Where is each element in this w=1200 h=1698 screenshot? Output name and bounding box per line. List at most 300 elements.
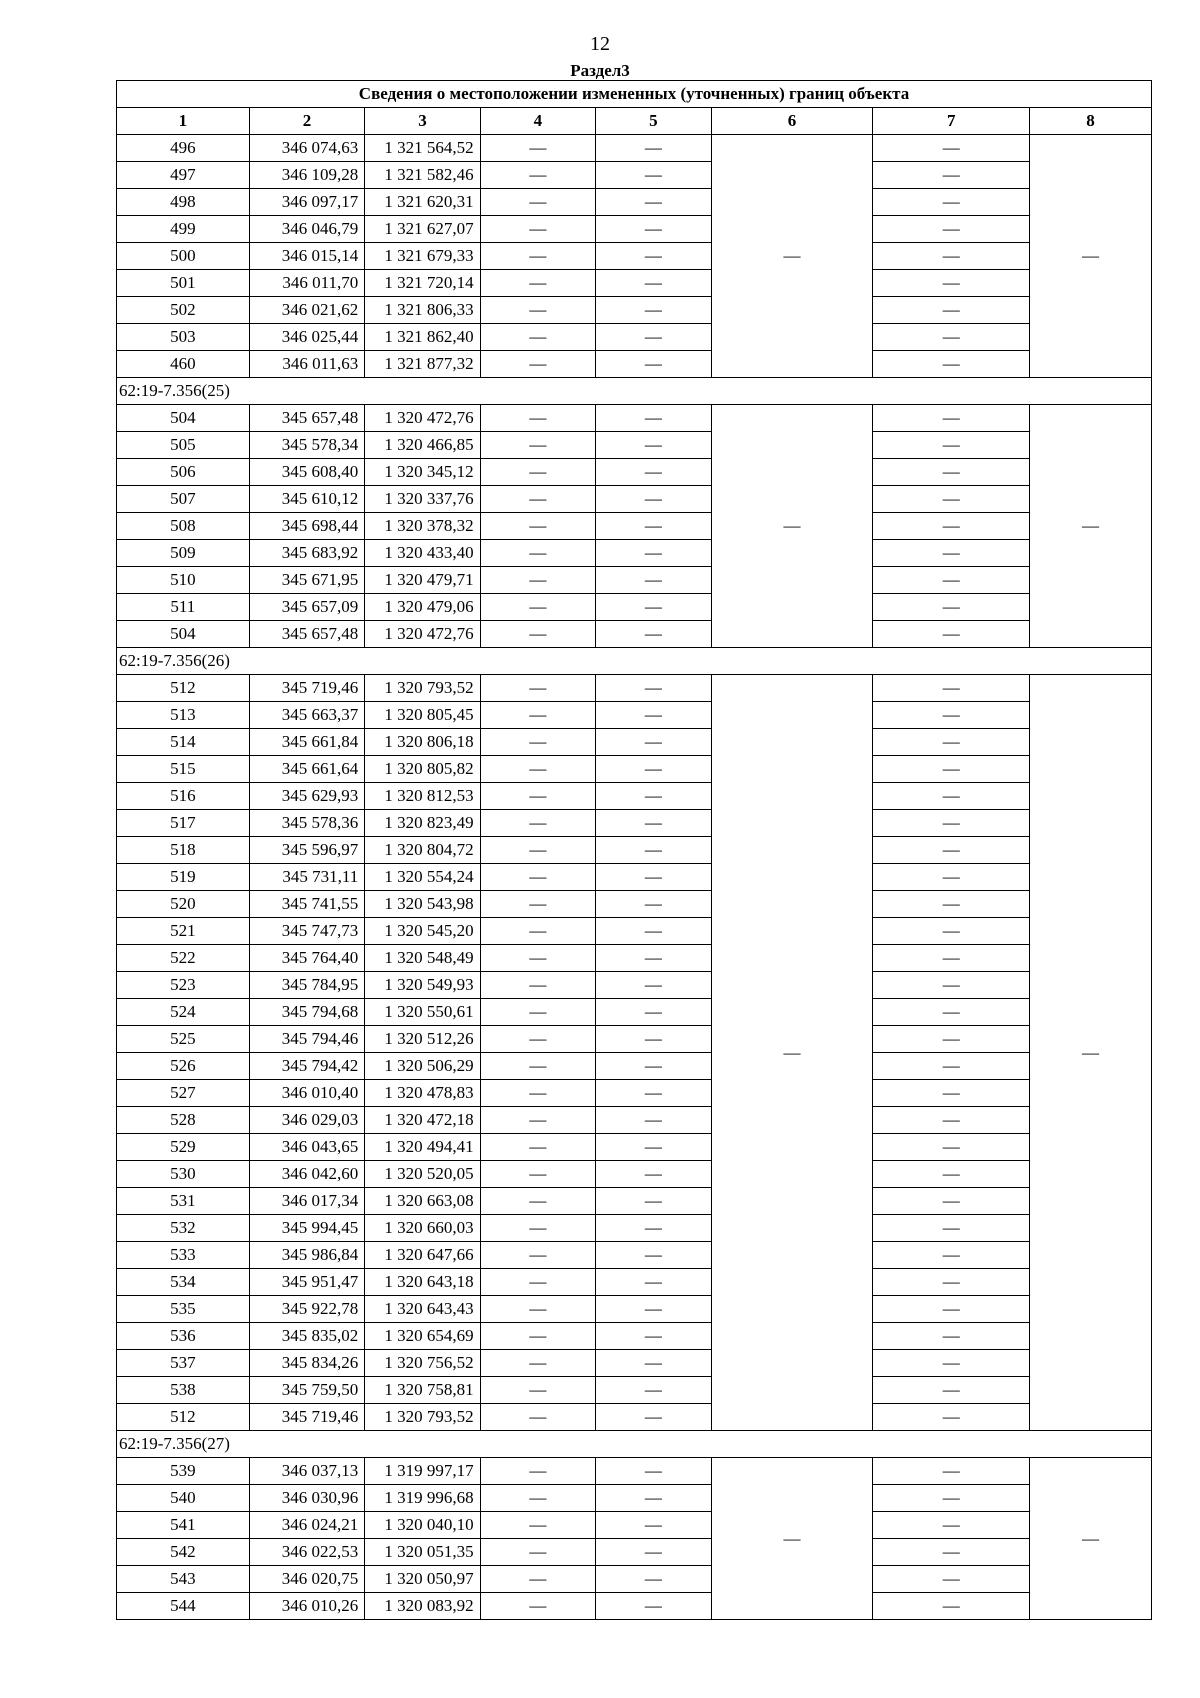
col7-cell: — (873, 486, 1029, 513)
table-row (117, 189, 1152, 216)
x-coordinate-cell: 346 037,13 (249, 1458, 364, 1485)
y-coordinate-cell: 1 320 793,52 (365, 1404, 480, 1431)
x-coordinate-cell: 346 046,79 (249, 216, 364, 243)
point-number-cell: 525 (117, 1026, 250, 1053)
point-number-cell: 523 (117, 972, 250, 999)
table-row (117, 351, 1152, 378)
col5-cell: — (596, 702, 711, 729)
point-number-cell: 538 (117, 1377, 250, 1404)
point-number-cell: 501 (117, 270, 250, 297)
x-coordinate-cell: 345 698,44 (249, 513, 364, 540)
y-coordinate-cell: 1 320 040,10 (365, 1512, 480, 1539)
table-row (117, 810, 1152, 837)
col5-cell: — (596, 756, 711, 783)
point-number-cell: 541 (117, 1512, 250, 1539)
col4-cell: — (480, 1296, 595, 1323)
table-row (117, 162, 1152, 189)
col8-merged-cell: — (1029, 135, 1151, 378)
col5-cell: — (596, 972, 711, 999)
col4-cell: — (480, 1053, 595, 1080)
x-coordinate-cell: 345 922,78 (249, 1296, 364, 1323)
col7-cell: — (873, 1026, 1029, 1053)
y-coordinate-cell: 1 320 756,52 (365, 1350, 480, 1377)
table-row (117, 243, 1152, 270)
point-number-cell: 514 (117, 729, 250, 756)
col4-cell: — (480, 1593, 595, 1620)
x-coordinate-cell: 346 024,21 (249, 1512, 364, 1539)
col5-cell: — (596, 1026, 711, 1053)
page-number: 12 (590, 33, 610, 55)
point-number-cell: 507 (117, 486, 250, 513)
col6-merged-cell: — (711, 675, 873, 1431)
col4-cell: — (480, 1566, 595, 1593)
column-header-8: 8 (1029, 108, 1151, 135)
col5-cell: — (596, 945, 711, 972)
x-coordinate-cell: 345 794,68 (249, 999, 364, 1026)
table-row (117, 945, 1152, 972)
table-row (117, 513, 1152, 540)
col4-cell: — (480, 540, 595, 567)
y-coordinate-cell: 1 320 647,66 (365, 1242, 480, 1269)
x-coordinate-cell: 345 747,73 (249, 918, 364, 945)
table-row (117, 1593, 1152, 1620)
point-number-cell: 499 (117, 216, 250, 243)
point-number-cell: 509 (117, 540, 250, 567)
x-coordinate-cell: 345 994,45 (249, 1215, 364, 1242)
col7-cell: — (873, 243, 1029, 270)
x-coordinate-cell: 345 835,02 (249, 1323, 364, 1350)
col7-cell: — (873, 729, 1029, 756)
x-coordinate-cell: 345 629,93 (249, 783, 364, 810)
point-number-cell: 502 (117, 297, 250, 324)
point-number-cell: 519 (117, 864, 250, 891)
table-row (117, 216, 1152, 243)
x-coordinate-cell: 345 661,84 (249, 729, 364, 756)
table-caption-row (117, 81, 1152, 108)
col4-cell: — (480, 1215, 595, 1242)
col4-cell: — (480, 189, 595, 216)
col7-cell: — (873, 891, 1029, 918)
table-row (117, 1404, 1152, 1431)
col5-cell: — (596, 594, 711, 621)
x-coordinate-cell: 346 011,70 (249, 270, 364, 297)
section-title: Раздел3 (570, 61, 630, 80)
col4-cell: — (480, 999, 595, 1026)
col4-cell: — (480, 1404, 595, 1431)
table-row (117, 1350, 1152, 1377)
col5-cell: — (596, 540, 711, 567)
y-coordinate-cell: 1 320 812,53 (365, 783, 480, 810)
col7-cell: — (873, 351, 1029, 378)
col7-cell: — (873, 135, 1029, 162)
point-number-cell: 520 (117, 891, 250, 918)
column-header-2: 2 (249, 108, 364, 135)
table-row (117, 1512, 1152, 1539)
col5-cell: — (596, 1323, 711, 1350)
col7-cell: — (873, 864, 1029, 891)
col4-cell: — (480, 729, 595, 756)
x-coordinate-cell: 345 596,97 (249, 837, 364, 864)
point-number-cell: 460 (117, 351, 250, 378)
point-number-cell: 498 (117, 189, 250, 216)
col6-merged-cell: — (711, 1458, 873, 1620)
point-number-cell: 530 (117, 1161, 250, 1188)
table-row (117, 1215, 1152, 1242)
col4-cell: — (480, 513, 595, 540)
col4-cell: — (480, 1026, 595, 1053)
x-coordinate-cell: 345 663,37 (249, 702, 364, 729)
point-number-cell: 503 (117, 324, 250, 351)
col4-cell: — (480, 621, 595, 648)
col5-cell: — (596, 1296, 711, 1323)
point-number-cell: 504 (117, 621, 250, 648)
table-row (117, 891, 1152, 918)
table-row (117, 1458, 1152, 1485)
table-row (117, 486, 1152, 513)
x-coordinate-cell: 346 015,14 (249, 243, 364, 270)
x-coordinate-cell: 346 043,65 (249, 1134, 364, 1161)
point-number-cell: 531 (117, 1188, 250, 1215)
table-row (117, 405, 1152, 432)
x-coordinate-cell: 346 017,34 (249, 1188, 364, 1215)
y-coordinate-cell: 1 320 554,24 (365, 864, 480, 891)
y-coordinate-cell: 1 320 804,72 (365, 837, 480, 864)
col7-cell: — (873, 297, 1029, 324)
x-coordinate-cell: 346 010,40 (249, 1080, 364, 1107)
y-coordinate-cell: 1 321 679,33 (365, 243, 480, 270)
point-number-cell: 513 (117, 702, 250, 729)
point-number-cell: 518 (117, 837, 250, 864)
x-coordinate-cell: 345 759,50 (249, 1377, 364, 1404)
col5-cell: — (596, 1242, 711, 1269)
y-coordinate-cell: 1 320 654,69 (365, 1323, 480, 1350)
col7-cell: — (873, 1377, 1029, 1404)
point-number-cell: 528 (117, 1107, 250, 1134)
x-coordinate-cell: 346 042,60 (249, 1161, 364, 1188)
table-row (117, 756, 1152, 783)
y-coordinate-cell: 1 320 512,26 (365, 1026, 480, 1053)
col4-cell: — (480, 1539, 595, 1566)
col4-cell: — (480, 594, 595, 621)
col5-cell: — (596, 1269, 711, 1296)
column-header-7: 7 (873, 108, 1029, 135)
col4-cell: — (480, 1134, 595, 1161)
col5-cell: — (596, 189, 711, 216)
col5-cell: — (596, 1134, 711, 1161)
col5-cell: — (596, 1053, 711, 1080)
y-coordinate-cell: 1 320 433,40 (365, 540, 480, 567)
table-row (117, 783, 1152, 810)
col5-cell: — (596, 351, 711, 378)
y-coordinate-cell: 1 320 378,32 (365, 513, 480, 540)
col7-cell: — (873, 783, 1029, 810)
table-body (117, 81, 1152, 1620)
table-row (117, 1053, 1152, 1080)
table-row (117, 1026, 1152, 1053)
table-row (117, 324, 1152, 351)
y-coordinate-cell: 1 319 997,17 (365, 1458, 480, 1485)
y-coordinate-cell: 1 319 996,68 (365, 1485, 480, 1512)
col7-cell: — (873, 1080, 1029, 1107)
x-coordinate-cell: 345 657,48 (249, 621, 364, 648)
table-row (117, 567, 1152, 594)
col7-cell: — (873, 999, 1029, 1026)
column-header-3: 3 (365, 108, 480, 135)
x-coordinate-cell: 346 030,96 (249, 1485, 364, 1512)
col7-cell: — (873, 594, 1029, 621)
point-number-cell: 536 (117, 1323, 250, 1350)
col7-cell: — (873, 1053, 1029, 1080)
col5-cell: — (596, 1458, 711, 1485)
col7-cell: — (873, 1215, 1029, 1242)
col5-cell: — (596, 243, 711, 270)
col4-cell: — (480, 1161, 595, 1188)
col7-cell: — (873, 1350, 1029, 1377)
y-coordinate-cell: 1 320 472,76 (365, 621, 480, 648)
section-label-row (117, 378, 1152, 405)
y-coordinate-cell: 1 320 643,18 (365, 1269, 480, 1296)
y-coordinate-cell: 1 320 337,76 (365, 486, 480, 513)
col5-cell: — (596, 864, 711, 891)
col4-cell: — (480, 1512, 595, 1539)
col5-cell: — (596, 162, 711, 189)
y-coordinate-cell: 1 321 862,40 (365, 324, 480, 351)
col5-cell: — (596, 918, 711, 945)
point-number-cell: 512 (117, 675, 250, 702)
col5-cell: — (596, 1485, 711, 1512)
table-row (117, 297, 1152, 324)
table-row (117, 135, 1152, 162)
col7-cell: — (873, 1107, 1029, 1134)
col5-cell: — (596, 567, 711, 594)
point-number-cell: 524 (117, 999, 250, 1026)
col4-cell: — (480, 972, 595, 999)
col8-merged-cell: — (1029, 1458, 1151, 1620)
x-coordinate-cell: 346 020,75 (249, 1566, 364, 1593)
col4-cell: — (480, 1107, 595, 1134)
col7-cell: — (873, 837, 1029, 864)
x-coordinate-cell: 346 097,17 (249, 189, 364, 216)
x-coordinate-cell: 345 741,55 (249, 891, 364, 918)
col4-cell: — (480, 1188, 595, 1215)
y-coordinate-cell: 1 321 620,31 (365, 189, 480, 216)
col4-cell: — (480, 918, 595, 945)
x-coordinate-cell: 345 834,26 (249, 1350, 364, 1377)
col7-cell: — (873, 1242, 1029, 1269)
point-number-cell: 506 (117, 459, 250, 486)
y-coordinate-cell: 1 321 627,07 (365, 216, 480, 243)
col7-cell: — (873, 1161, 1029, 1188)
col7-cell: — (873, 1296, 1029, 1323)
col7-cell: — (873, 540, 1029, 567)
col7-cell: — (873, 621, 1029, 648)
y-coordinate-cell: 1 320 660,03 (365, 1215, 480, 1242)
point-number-cell: 497 (117, 162, 250, 189)
x-coordinate-cell: 345 578,34 (249, 432, 364, 459)
table-row (117, 1539, 1152, 1566)
col7-cell: — (873, 1458, 1029, 1485)
col7-cell: — (873, 405, 1029, 432)
col5-cell: — (596, 891, 711, 918)
col7-cell: — (873, 756, 1029, 783)
point-number-cell: 533 (117, 1242, 250, 1269)
col4-cell: — (480, 405, 595, 432)
col5-cell: — (596, 1215, 711, 1242)
x-coordinate-cell: 345 661,64 (249, 756, 364, 783)
col7-cell: — (873, 918, 1029, 945)
col7-cell: — (873, 432, 1029, 459)
y-coordinate-cell: 1 320 805,82 (365, 756, 480, 783)
point-number-cell: 526 (117, 1053, 250, 1080)
col4-cell: — (480, 459, 595, 486)
table-row (117, 1188, 1152, 1215)
col8-merged-cell: — (1029, 675, 1151, 1431)
col5-cell: — (596, 1377, 711, 1404)
x-coordinate-cell: 345 608,40 (249, 459, 364, 486)
column-header-1: 1 (117, 108, 250, 135)
y-coordinate-cell: 1 320 823,49 (365, 810, 480, 837)
col5-cell: — (596, 459, 711, 486)
x-coordinate-cell: 346 074,63 (249, 135, 364, 162)
x-coordinate-cell: 345 671,95 (249, 567, 364, 594)
col4-cell: — (480, 675, 595, 702)
col5-cell: — (596, 270, 711, 297)
x-coordinate-cell: 346 109,28 (249, 162, 364, 189)
col5-cell: — (596, 675, 711, 702)
section-label-row (117, 1431, 1152, 1458)
table-row (117, 459, 1152, 486)
table-row (117, 918, 1152, 945)
table-row (117, 1485, 1152, 1512)
col7-cell: — (873, 1539, 1029, 1566)
col4-cell: — (480, 162, 595, 189)
point-number-cell: 522 (117, 945, 250, 972)
col7-cell: — (873, 162, 1029, 189)
col4-cell: — (480, 1269, 595, 1296)
col5-cell: — (596, 1107, 711, 1134)
col4-cell: — (480, 243, 595, 270)
col5-cell: — (596, 1350, 711, 1377)
point-number-cell: 543 (117, 1566, 250, 1593)
y-coordinate-cell: 1 320 758,81 (365, 1377, 480, 1404)
col5-cell: — (596, 432, 711, 459)
col5-cell: — (596, 1404, 711, 1431)
col5-cell: — (596, 999, 711, 1026)
col4-cell: — (480, 837, 595, 864)
table-row (117, 1269, 1152, 1296)
column-header-6: 6 (711, 108, 873, 135)
y-coordinate-cell: 1 321 806,33 (365, 297, 480, 324)
col4-cell: — (480, 783, 595, 810)
y-coordinate-cell: 1 320 663,08 (365, 1188, 480, 1215)
table-row (117, 1134, 1152, 1161)
col4-cell: — (480, 270, 595, 297)
col4-cell: — (480, 1458, 595, 1485)
y-coordinate-cell: 1 320 543,98 (365, 891, 480, 918)
x-coordinate-cell: 345 794,42 (249, 1053, 364, 1080)
col8-merged-cell: — (1029, 405, 1151, 648)
col4-cell: — (480, 864, 595, 891)
point-number-cell: 542 (117, 1539, 250, 1566)
y-coordinate-cell: 1 320 472,18 (365, 1107, 480, 1134)
col5-cell: — (596, 324, 711, 351)
x-coordinate-cell: 345 610,12 (249, 486, 364, 513)
col5-cell: — (596, 837, 711, 864)
col7-cell: — (873, 1134, 1029, 1161)
y-coordinate-cell: 1 320 050,97 (365, 1566, 480, 1593)
col5-cell: — (596, 216, 711, 243)
table-row (117, 999, 1152, 1026)
col4-cell: — (480, 702, 595, 729)
col5-cell: — (596, 1080, 711, 1107)
table-row (117, 864, 1152, 891)
point-number-cell: 540 (117, 1485, 250, 1512)
point-number-cell: 517 (117, 810, 250, 837)
col5-cell: — (596, 1593, 711, 1620)
col7-cell: — (873, 945, 1029, 972)
x-coordinate-cell: 345 578,36 (249, 810, 364, 837)
column-header-4: 4 (480, 108, 595, 135)
col4-cell: — (480, 216, 595, 243)
y-coordinate-cell: 1 320 478,83 (365, 1080, 480, 1107)
table-row (117, 972, 1152, 999)
col7-cell: — (873, 1485, 1029, 1512)
col5-cell: — (596, 1161, 711, 1188)
table-row (117, 1377, 1152, 1404)
y-coordinate-cell: 1 321 582,46 (365, 162, 480, 189)
y-coordinate-cell: 1 320 345,12 (365, 459, 480, 486)
col4-cell: — (480, 1080, 595, 1107)
point-number-cell: 527 (117, 1080, 250, 1107)
point-number-cell: 535 (117, 1296, 250, 1323)
x-coordinate-cell: 345 719,46 (249, 675, 364, 702)
col5-cell: — (596, 621, 711, 648)
col4-cell: — (480, 1485, 595, 1512)
section-label: 62:19-7.356(25) (117, 378, 1152, 405)
x-coordinate-cell: 345 657,09 (249, 594, 364, 621)
x-coordinate-cell: 345 784,95 (249, 972, 364, 999)
col5-cell: — (596, 1566, 711, 1593)
col4-cell: — (480, 567, 595, 594)
table-row (117, 675, 1152, 702)
y-coordinate-cell: 1 320 479,06 (365, 594, 480, 621)
y-coordinate-cell: 1 320 083,92 (365, 1593, 480, 1620)
y-coordinate-cell: 1 320 545,20 (365, 918, 480, 945)
col7-cell: — (873, 189, 1029, 216)
section-label: 62:19-7.356(27) (117, 1431, 1152, 1458)
x-coordinate-cell: 346 025,44 (249, 324, 364, 351)
col7-cell: — (873, 1593, 1029, 1620)
col4-cell: — (480, 1377, 595, 1404)
table-row (117, 270, 1152, 297)
y-coordinate-cell: 1 320 550,61 (365, 999, 480, 1026)
point-number-cell: 508 (117, 513, 250, 540)
point-number-cell: 511 (117, 594, 250, 621)
table-row (117, 1566, 1152, 1593)
point-number-cell: 500 (117, 243, 250, 270)
y-coordinate-cell: 1 320 549,93 (365, 972, 480, 999)
col4-cell: — (480, 756, 595, 783)
point-number-cell: 539 (117, 1458, 250, 1485)
table-row (117, 702, 1152, 729)
y-coordinate-cell: 1 320 806,18 (365, 729, 480, 756)
col4-cell: — (480, 135, 595, 162)
x-coordinate-cell: 346 010,26 (249, 1593, 364, 1620)
y-coordinate-cell: 1 320 051,35 (365, 1539, 480, 1566)
col4-cell: — (480, 351, 595, 378)
point-number-cell: 521 (117, 918, 250, 945)
y-coordinate-cell: 1 321 720,14 (365, 270, 480, 297)
